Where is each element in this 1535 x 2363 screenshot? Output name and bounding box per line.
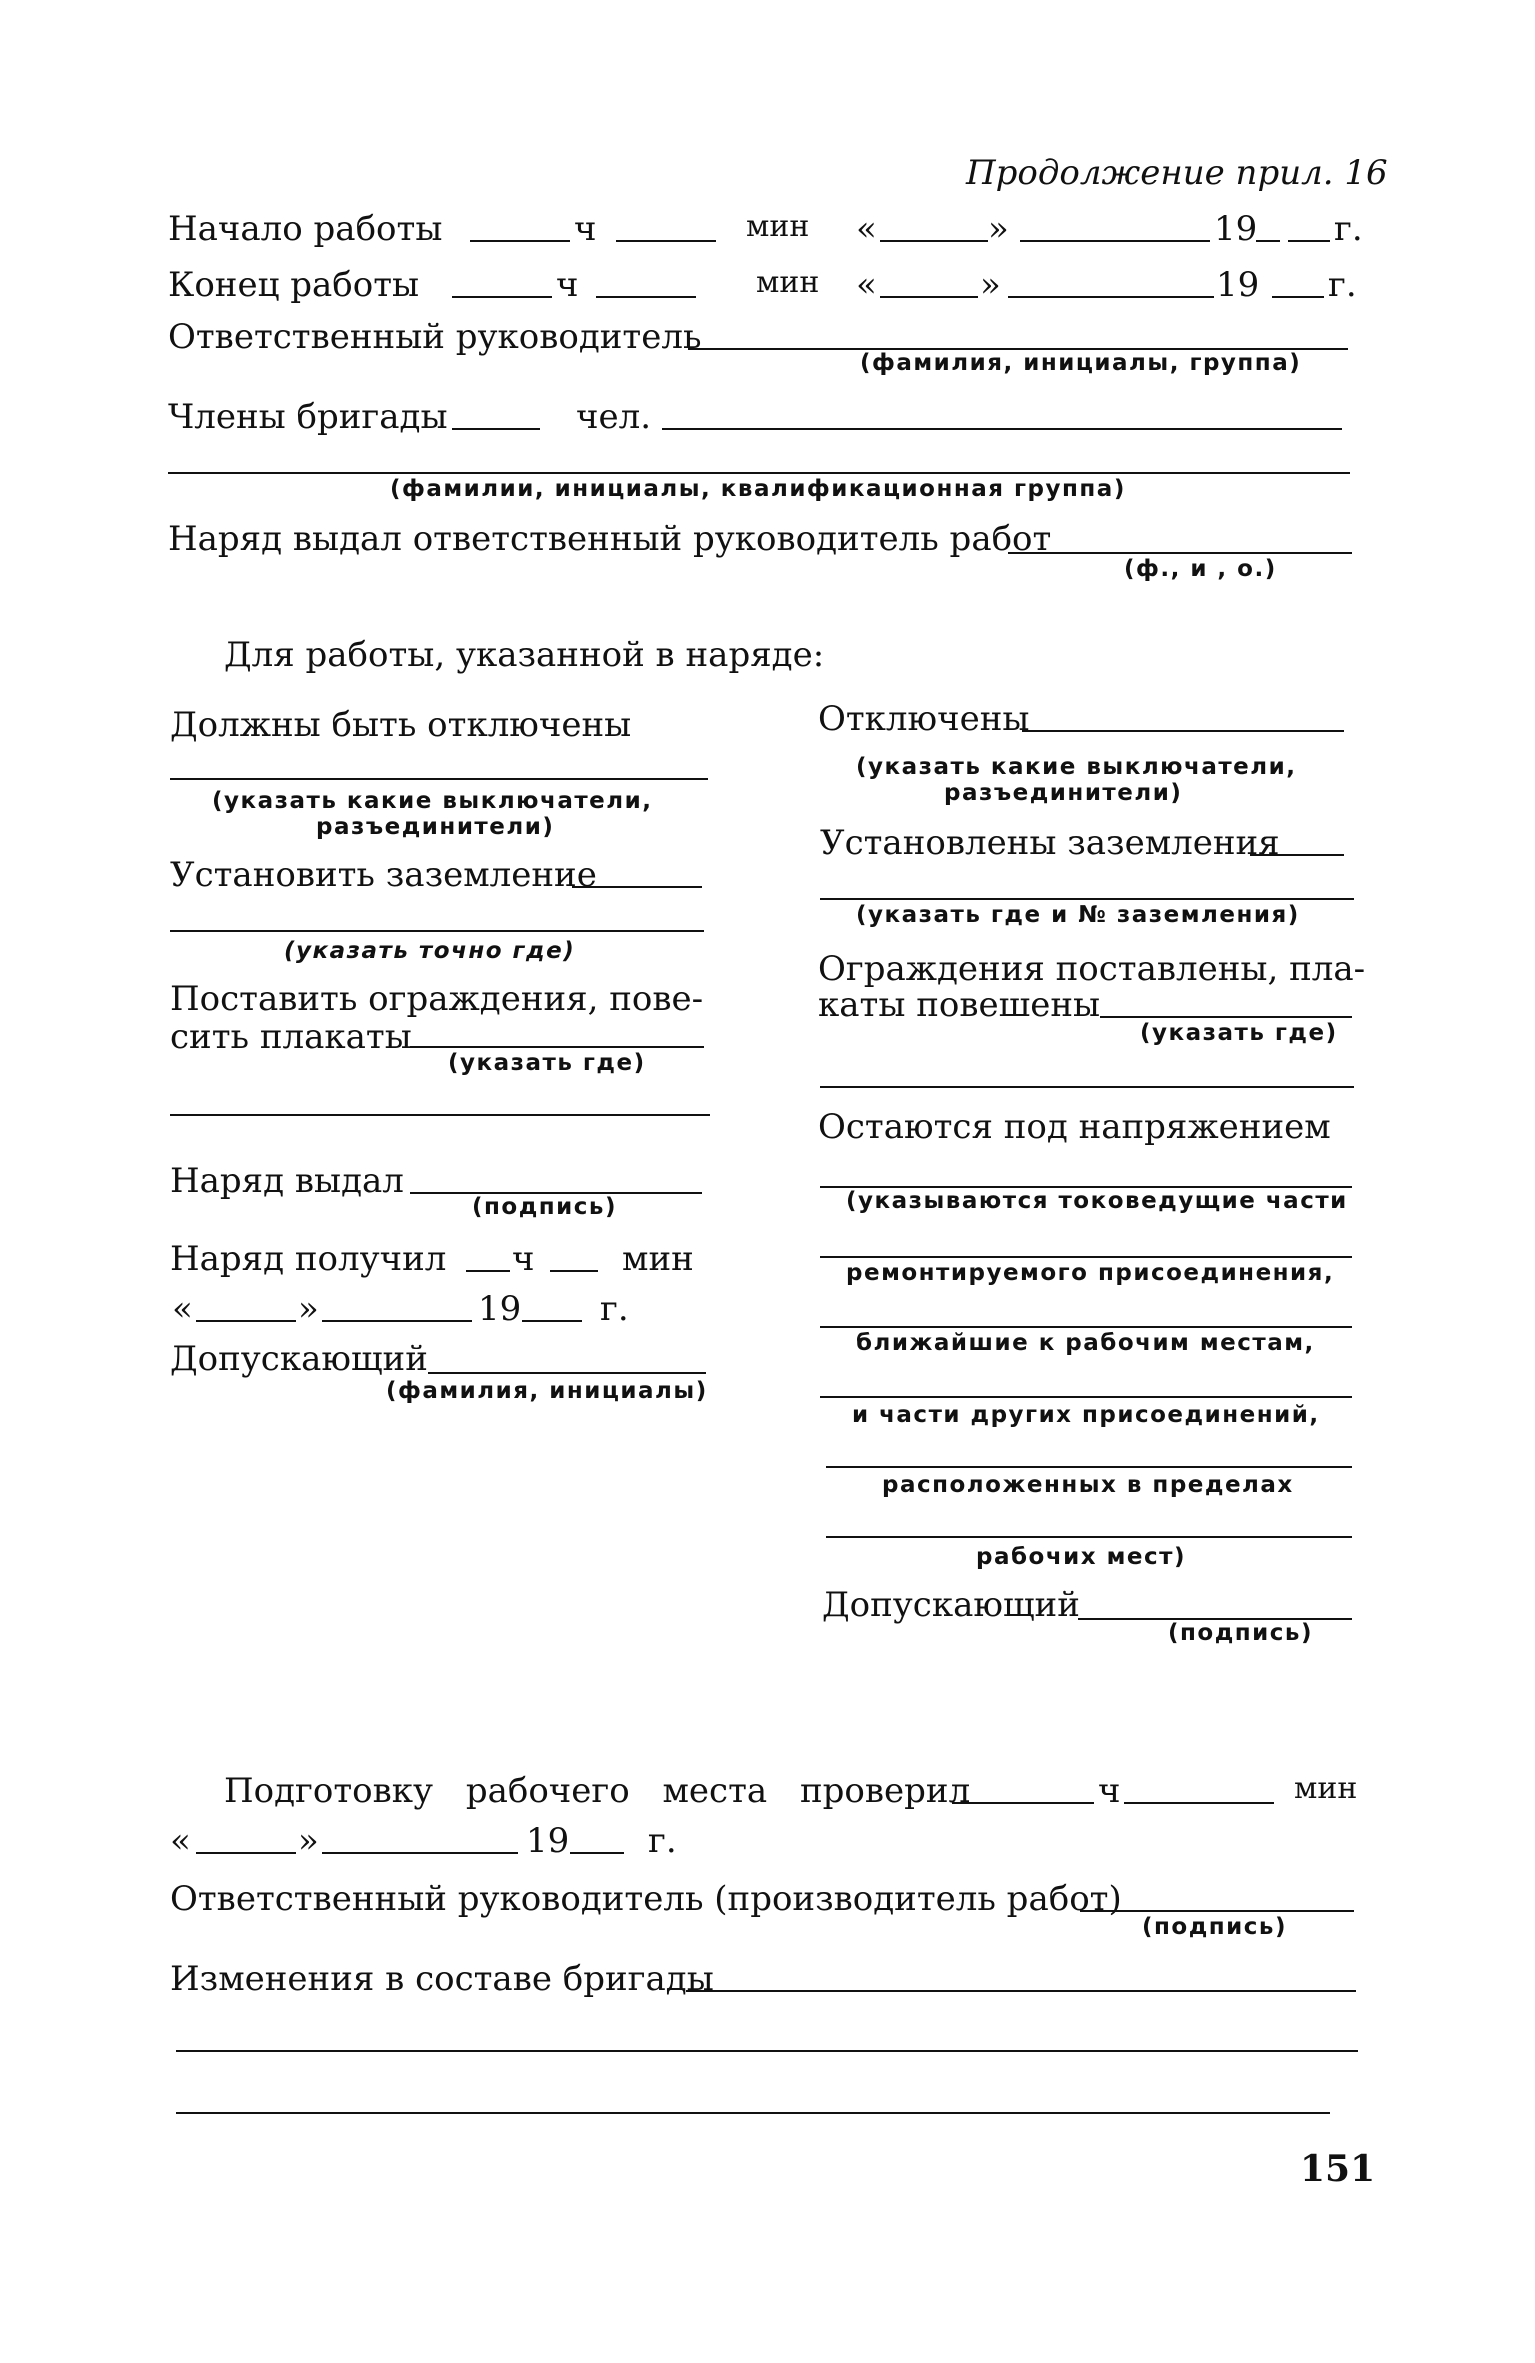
right-fences-blank[interactable] bbox=[1100, 1016, 1352, 1018]
end-label: Конец работы bbox=[168, 265, 420, 305]
members-persons-unit: чел. bbox=[576, 397, 652, 437]
members-names-blank[interactable] bbox=[662, 428, 1342, 430]
end-quote-open: « bbox=[856, 265, 877, 305]
left-install-ground: Установить заземление bbox=[170, 855, 597, 895]
left-received-day-blank[interactable] bbox=[196, 1320, 296, 1322]
end-year-prefix: 19 bbox=[1216, 265, 1260, 305]
start-hour-unit: ч bbox=[574, 209, 597, 249]
right-fences-hint: (указать где) bbox=[1140, 1020, 1338, 1046]
left-received-quote-close: » bbox=[298, 1289, 319, 1329]
start-minutes-blank[interactable] bbox=[616, 240, 716, 242]
right-uv-blank-6[interactable] bbox=[826, 1536, 1352, 1538]
checked-hour-unit: ч bbox=[1098, 1771, 1121, 1811]
right-uv-hint-2: ремонтируемого присоединения, bbox=[846, 1260, 1335, 1286]
end-minutes-blank[interactable] bbox=[596, 296, 696, 298]
section-title: Для работы, указанной в наряде: bbox=[224, 635, 825, 675]
start-year-blank-b[interactable] bbox=[1288, 240, 1330, 242]
bottom-resp-sign-hint: (подпись) bbox=[1142, 1914, 1287, 1940]
right-admitting-sign-hint: (подпись) bbox=[1168, 1620, 1313, 1646]
start-year-suffix: г. bbox=[1334, 209, 1363, 249]
left-received-year-blank[interactable] bbox=[522, 1320, 582, 1322]
start-year-prefix: 19 bbox=[1214, 209, 1258, 249]
checked-quote-close: » bbox=[298, 1821, 319, 1861]
right-uv-hint-6: рабочих мест) bbox=[976, 1544, 1186, 1570]
left-admitting-label: Допускающий bbox=[170, 1339, 428, 1379]
start-hours-blank[interactable] bbox=[470, 240, 570, 242]
right-grounds-label: Установлены заземления bbox=[820, 823, 1280, 863]
checked-year-prefix: 19 bbox=[526, 1821, 570, 1861]
left-received-year-suffix: г. bbox=[600, 1289, 629, 1329]
right-uv-hint-3: ближайшие к рабочим местам, bbox=[856, 1330, 1315, 1356]
issued-by-blank[interactable] bbox=[1008, 552, 1352, 554]
left-ground-blank-2[interactable] bbox=[170, 930, 704, 932]
right-disconnected-label: Отключены bbox=[818, 699, 1030, 739]
page-number: 151 bbox=[1300, 2148, 1376, 2190]
left-received-min-unit: мин bbox=[622, 1239, 694, 1279]
right-disconnect-hint-1: (указать какие выключатели, bbox=[856, 754, 1297, 780]
left-issued-label: Наряд выдал bbox=[170, 1161, 404, 1201]
end-year-suffix: г. bbox=[1328, 265, 1357, 305]
right-uv-blank-3[interactable] bbox=[820, 1326, 1352, 1328]
members-count-blank[interactable] bbox=[452, 428, 540, 430]
checked-year-blank[interactable] bbox=[570, 1852, 624, 1854]
checked-label: Подготовку рабочего места проверил bbox=[224, 1771, 971, 1811]
right-fences-line-2: каты повешены bbox=[818, 985, 1101, 1025]
left-fences-line-1: Поставить ограждения, пове- bbox=[170, 979, 704, 1019]
issued-by-label: Наряд выдал ответственный руководитель работ bbox=[168, 519, 1052, 559]
start-month-blank[interactable] bbox=[1020, 240, 1210, 242]
left-admitting-blank[interactable] bbox=[428, 1372, 706, 1374]
start-year-blank-a[interactable] bbox=[1256, 240, 1280, 242]
right-uv-hint-5: расположенных в пределах bbox=[882, 1472, 1294, 1498]
end-min-unit: мин bbox=[756, 265, 820, 300]
start-quote-open: « bbox=[856, 209, 877, 249]
start-min-unit: мин bbox=[746, 209, 810, 244]
resp-manager-hint: (фамилия, инициалы, группа) bbox=[860, 350, 1302, 376]
bottom-resp-sign-blank[interactable] bbox=[1080, 1910, 1354, 1912]
checked-year-suffix: г. bbox=[648, 1821, 677, 1861]
left-received-label: Наряд получил bbox=[170, 1239, 447, 1279]
left-disconnect-hint-1: (указать какие выключатели, bbox=[212, 788, 653, 814]
checked-min-unit: мин bbox=[1294, 1771, 1358, 1806]
left-admitting-hint: (фамилия, инициалы) bbox=[386, 1378, 708, 1404]
left-fences-blank[interactable] bbox=[410, 1046, 704, 1048]
changes-blank-2[interactable] bbox=[176, 2050, 1358, 2052]
checked-minutes-blank[interactable] bbox=[1124, 1802, 1274, 1804]
bottom-resp-label: Ответственный руководитель (производитель работ) bbox=[170, 1879, 1122, 1919]
left-ground-blank[interactable] bbox=[572, 886, 702, 888]
right-under-voltage-label: Остаются под напряжением bbox=[818, 1107, 1331, 1147]
members-hint: (фамилии, инициалы, квалификационная группа) bbox=[390, 476, 1126, 502]
right-grounds-hint: (указать где и № заземления) bbox=[856, 902, 1300, 928]
right-disconnect-hint-2: разъединители) bbox=[944, 780, 1183, 806]
checked-month-blank[interactable] bbox=[322, 1852, 518, 1854]
left-ground-hint: (указать точно где) bbox=[284, 938, 576, 964]
start-day-blank[interactable] bbox=[880, 240, 988, 242]
start-label: Начало работы bbox=[168, 209, 443, 249]
left-must-disconnect: Должны быть отключены bbox=[170, 705, 632, 745]
left-disconnect-hint-2: разъединители) bbox=[316, 814, 555, 840]
issued-by-hint: (ф., и , о.) bbox=[1124, 556, 1277, 582]
changes-blank-1[interactable] bbox=[686, 1990, 1356, 1992]
checked-day-blank[interactable] bbox=[196, 1852, 296, 1854]
right-uv-blank-4[interactable] bbox=[820, 1396, 1352, 1398]
left-received-year-prefix: 19 bbox=[478, 1289, 522, 1329]
right-grounds-blank-2[interactable] bbox=[820, 898, 1354, 900]
left-fences-blank-2[interactable] bbox=[170, 1114, 710, 1116]
left-fences-hint: (указать где) bbox=[448, 1050, 646, 1076]
left-disconnect-blank[interactable] bbox=[170, 778, 708, 780]
resp-manager-label: Ответственный руководитель bbox=[168, 317, 702, 357]
left-received-quote-open: « bbox=[172, 1289, 193, 1329]
left-issued-sign-hint: (подпись) bbox=[472, 1194, 617, 1220]
end-hours-blank[interactable] bbox=[452, 296, 552, 298]
left-received-hours-blank[interactable] bbox=[466, 1270, 510, 1272]
right-grounds-blank[interactable] bbox=[1250, 854, 1344, 856]
end-day-blank[interactable] bbox=[880, 296, 978, 298]
start-quote-close: » bbox=[988, 209, 1009, 249]
end-quote-close: » bbox=[980, 265, 1001, 305]
checked-quote-open: « bbox=[170, 1821, 191, 1861]
right-fences-blank-2[interactable] bbox=[820, 1086, 1354, 1088]
end-month-blank[interactable] bbox=[1008, 296, 1214, 298]
right-admitting-label: Допускающий bbox=[822, 1585, 1080, 1625]
continuation-header: Продолжение прил. 16 bbox=[966, 153, 1388, 193]
left-fences-line-2: сить плакаты bbox=[170, 1017, 412, 1057]
end-hour-unit: ч bbox=[556, 265, 579, 305]
members-names-blank-2[interactable] bbox=[168, 472, 1350, 474]
right-disconnected-blank[interactable] bbox=[1022, 730, 1344, 732]
right-fences-line-1: Ограждения поставлены, пла- bbox=[818, 949, 1366, 989]
left-received-minutes-blank[interactable] bbox=[550, 1270, 598, 1272]
end-year-blank[interactable] bbox=[1272, 296, 1324, 298]
left-received-hour-unit: ч bbox=[512, 1239, 535, 1279]
changes-label: Изменения в составе бригады bbox=[170, 1959, 714, 1999]
right-uv-blank-5[interactable] bbox=[826, 1466, 1352, 1468]
right-uv-hint-1: (указываются токоведущие части bbox=[846, 1188, 1348, 1214]
left-received-month-blank[interactable] bbox=[322, 1320, 472, 1322]
changes-blank-3[interactable] bbox=[176, 2112, 1330, 2114]
right-uv-blank-2[interactable] bbox=[820, 1256, 1352, 1258]
right-uv-hint-4: и части других присоединений, bbox=[852, 1402, 1320, 1428]
checked-hours-blank[interactable] bbox=[952, 1802, 1094, 1804]
members-label: Члены бригады bbox=[168, 397, 448, 437]
